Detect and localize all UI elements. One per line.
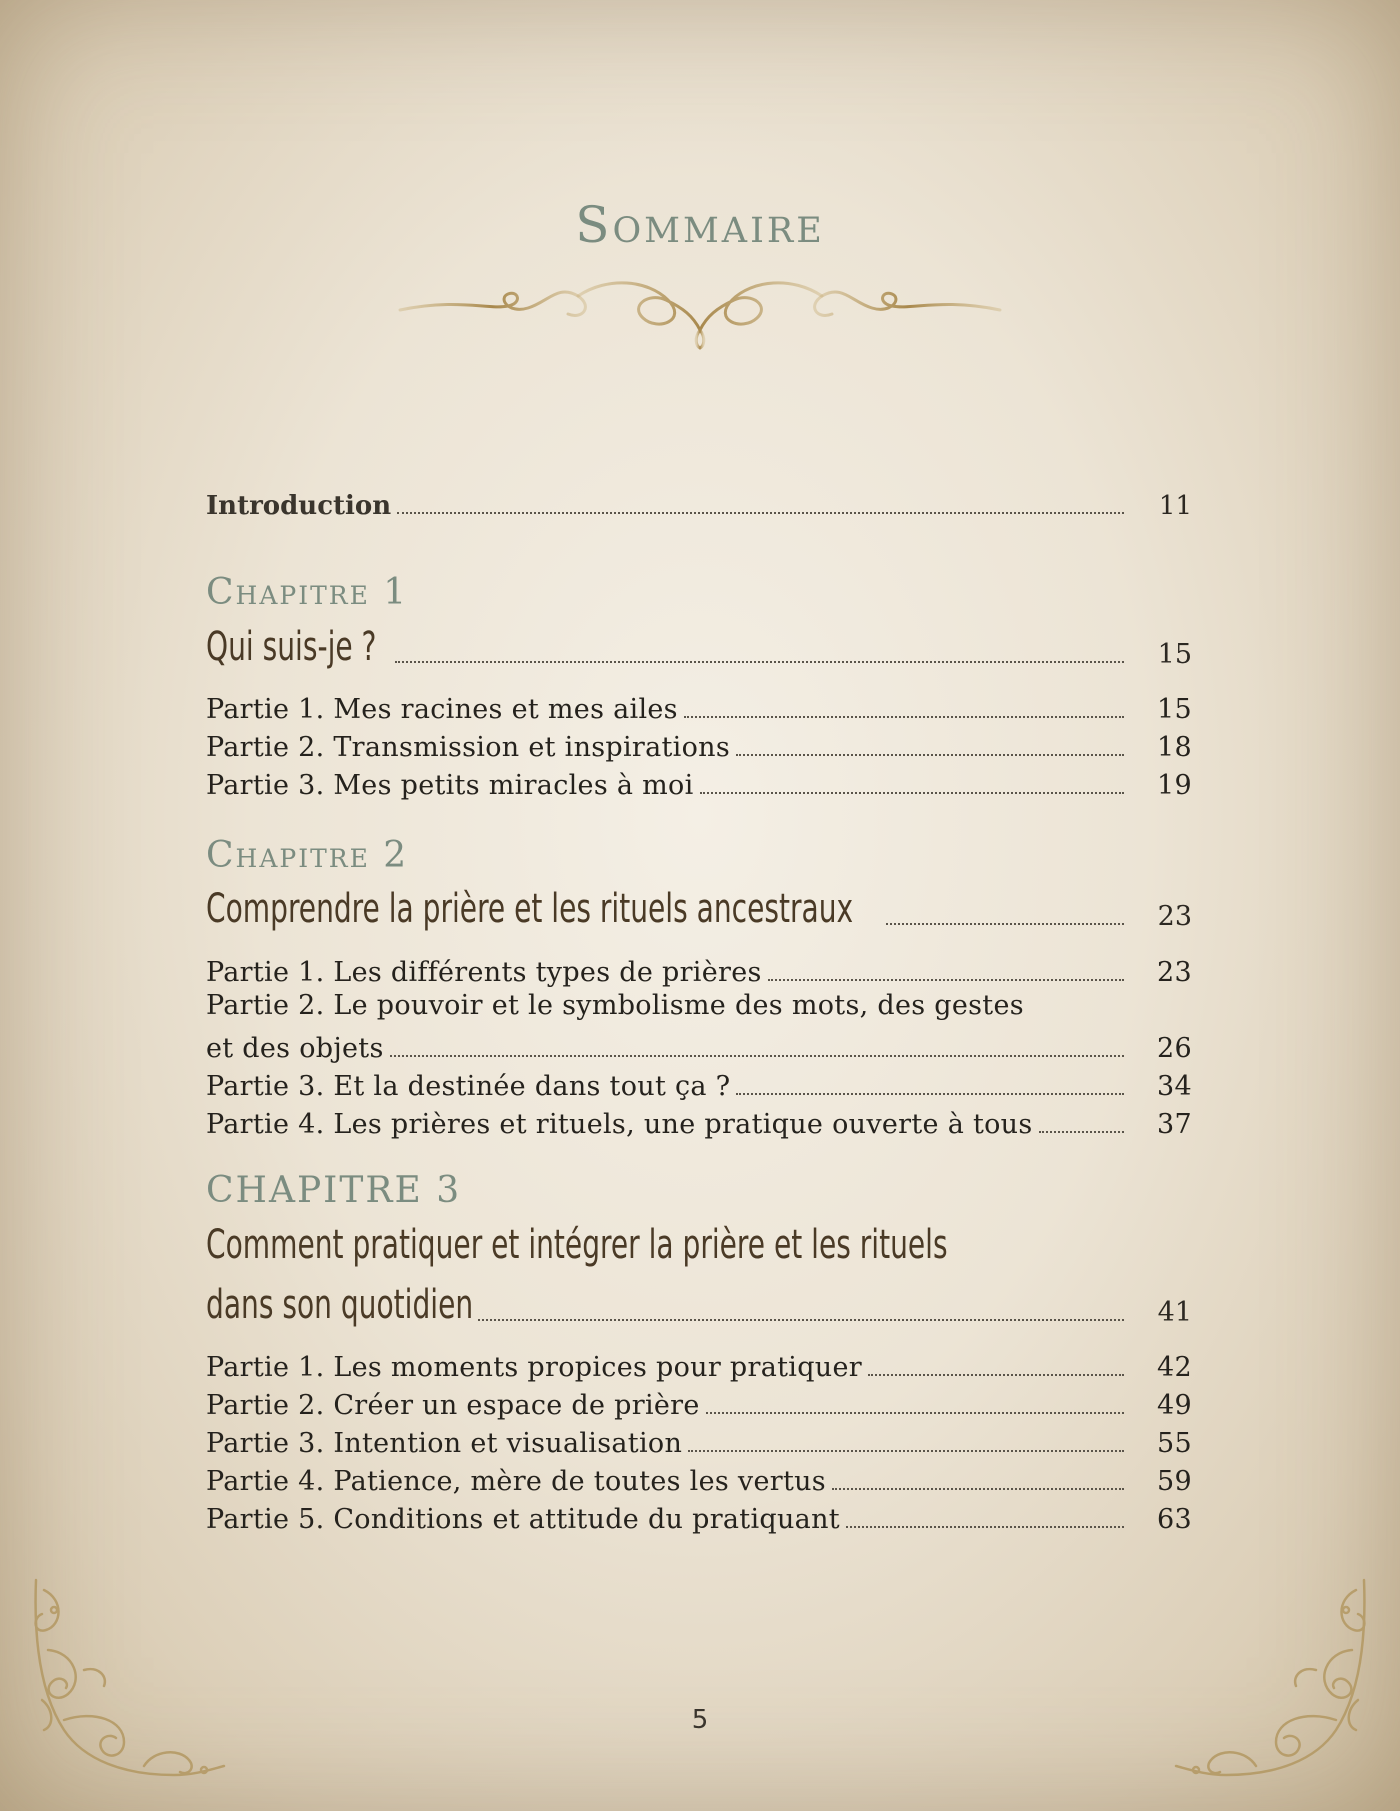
chapter-label: CHAPITRE 3 xyxy=(206,1170,462,1211)
toc-page-number: 11 xyxy=(1158,491,1192,521)
toc-page-number: 18 xyxy=(1157,732,1192,763)
toc-entry-label: Partie 1. Les différents types de prières xyxy=(206,957,762,988)
toc-page-number: 49 xyxy=(1157,1390,1192,1421)
toc-entry-label: Partie 1. Mes racines et mes ailes xyxy=(206,694,678,725)
toc-part-entry[interactable] xyxy=(206,1028,1192,1064)
toc-part-entry[interactable] xyxy=(206,1423,1192,1459)
chapter-label: Chapitre 2 xyxy=(206,835,409,876)
toc-part-entry[interactable] xyxy=(206,689,1192,725)
toc-part-entry[interactable] xyxy=(206,1066,1192,1102)
toc-chapter-title[interactable] xyxy=(206,880,1192,932)
toc-part-entry[interactable] xyxy=(206,952,1192,988)
chapter-label: Chapitre 1 xyxy=(206,572,409,613)
toc-page-number: 23 xyxy=(1157,901,1192,932)
toc-page-number: 42 xyxy=(1157,1352,1192,1383)
toc-page-number: 19 xyxy=(1157,770,1192,801)
toc-page-number: 59 xyxy=(1157,1466,1192,1497)
toc-entry-label: Partie 5. Conditions et attitude du pratiquant xyxy=(206,1504,840,1535)
flourish-ornament-icon xyxy=(398,270,1002,350)
toc-entry-label: Introduction xyxy=(206,491,392,521)
toc-page-number: 23 xyxy=(1157,957,1192,988)
toc-entry-label: Partie 4. Patience, mère de toutes les vertus xyxy=(206,1466,826,1497)
toc-page-number: 34 xyxy=(1157,1071,1192,1102)
leader-dots xyxy=(684,716,1124,718)
leader-dots xyxy=(706,1412,1124,1414)
toc-part-entry[interactable] xyxy=(206,1104,1192,1140)
toc-page-number: 15 xyxy=(1157,694,1192,725)
leader-dots xyxy=(832,1488,1124,1490)
leader-dots xyxy=(688,1450,1124,1452)
leader-dots xyxy=(1039,1131,1124,1133)
toc-entry-label: Partie 3. Mes petits miracles à moi xyxy=(206,770,694,801)
toc-page-number: 55 xyxy=(1157,1428,1192,1459)
toc-entry-label: Partie 1. Les moments propices pour pratiquer xyxy=(206,1352,862,1383)
leader-dots xyxy=(478,1319,1124,1321)
page-number: 5 xyxy=(691,1705,709,1735)
toc-page-number: 63 xyxy=(1157,1504,1192,1535)
chapter-title: Qui suis-je ? xyxy=(206,624,377,670)
corner-flourish-icon xyxy=(1156,1570,1376,1790)
toc-introduction[interactable] xyxy=(206,485,1192,521)
toc-entry-label: Partie 4. Les prières et rituels, une pratique ouverte à tous xyxy=(206,1109,1033,1140)
leader-dots xyxy=(390,1055,1124,1057)
toc-entry-label: Partie 3. Et la destinée dans tout ça ? xyxy=(206,1071,731,1102)
leader-dots xyxy=(397,512,1124,514)
chapter-title-line1: Comment pratiquer et intégrer la prière et les rituels xyxy=(206,1222,948,1268)
toc-part-entry[interactable] xyxy=(206,1347,1192,1383)
toc-entry-label: Partie 2. Créer un espace de prière xyxy=(206,1390,700,1421)
toc-part-entry[interactable] xyxy=(206,727,1192,763)
toc-page-number: 15 xyxy=(1157,639,1192,670)
leader-dots xyxy=(846,1526,1124,1528)
toc-entry-label: Partie 2. Transmission et inspirations xyxy=(206,732,731,763)
leader-dots xyxy=(736,1093,1124,1095)
toc-part-entry[interactable] xyxy=(206,1499,1192,1535)
toc-entry-label-line2: et des objets xyxy=(206,1033,384,1064)
chapter-title: Comprendre la prière et les rituels ancestraux xyxy=(206,886,854,932)
toc-part-entry[interactable] xyxy=(206,1385,1192,1421)
leader-dots xyxy=(700,792,1124,794)
chapter-title-line2: dans son quotidien xyxy=(206,1282,474,1328)
leader-dots xyxy=(736,754,1124,756)
toc-page-number: 26 xyxy=(1157,1033,1192,1064)
page-title: Sommaire xyxy=(575,196,825,254)
toc-entry-label: Partie 3. Intention et visualisation xyxy=(206,1428,683,1459)
toc-part-entry[interactable] xyxy=(206,1461,1192,1497)
leader-dots xyxy=(868,1374,1124,1376)
leader-dots xyxy=(768,979,1124,981)
leader-dots xyxy=(886,923,1124,925)
toc-page-number: 41 xyxy=(1157,1297,1192,1328)
toc-page-number: 37 xyxy=(1157,1109,1192,1140)
toc-chapter-title[interactable] xyxy=(206,1276,1192,1328)
corner-flourish-icon xyxy=(24,1570,244,1790)
toc-part-entry[interactable] xyxy=(206,765,1192,801)
toc-entry-label-line1: Partie 2. Le pouvoir et le symbolisme des mots, des gestes xyxy=(206,990,1024,1021)
toc-chapter-title[interactable] xyxy=(206,618,1192,670)
leader-dots xyxy=(395,661,1124,663)
